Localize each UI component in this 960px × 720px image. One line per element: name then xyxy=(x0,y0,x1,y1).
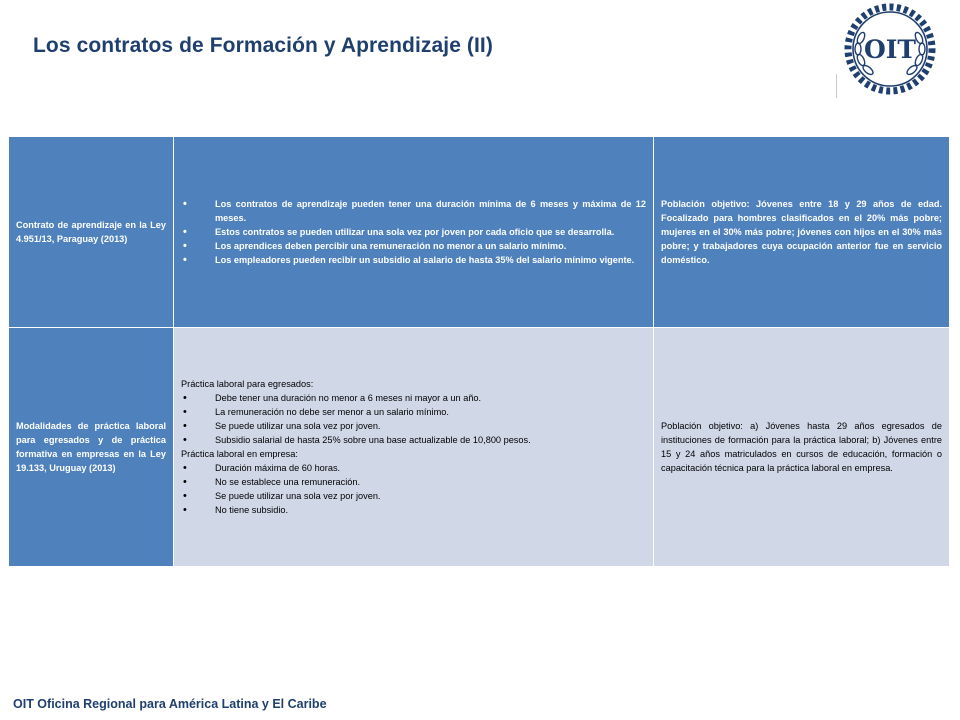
list-item: • Estos contratos se pueden utilizar una sola vez por joven por cada oficio que se desarrolla. xyxy=(181,225,646,239)
list-item: • No se establece una remuneración. xyxy=(181,475,646,489)
list-item: • Los aprendices deben percibir una remuneración no menor a un salario mínimo. xyxy=(181,239,646,253)
row-target: Población objetivo: Jóvenes entre 18 y 29 años de edad. Focalizado para hombres clasificados en el 20% más pobre; mujeres en el 30% más pobre; jóvenes con hijos en el 30% más pobre; y trabajadores cuya ocupación anterior fue en servicio doméstico. xyxy=(654,137,950,328)
section-heading: Práctica laboral para egresados: xyxy=(181,379,314,389)
list-item: • Los contratos de aprendizaje pueden tener una duración mínima de 6 meses y máxima de 12 meses. xyxy=(181,197,646,225)
section-heading: Práctica laboral en empresa: xyxy=(181,449,298,459)
table-row xyxy=(9,328,950,567)
row-details xyxy=(174,328,654,567)
list-item: • Subsidio salarial de hasta 25% sobre una base actualizable de 10,800 pesos. xyxy=(181,433,646,447)
row-target: Población objetivo: a) Jóvenes hasta 29 años egresados de instituciones de formación para la práctica laboral; b) Jóvenes entre 15 y 24 años matriculados en cursos de educación, formación o capacitación técnica para la práctica laboral en empresa. xyxy=(654,328,950,567)
details-list xyxy=(181,391,646,447)
row-title: Contrato de aprendizaje en la Ley 4.951/13, Paraguay (2013) xyxy=(9,137,174,328)
row-details xyxy=(174,137,654,328)
row-title: Modalidades de práctica laboral para egresados y de práctica formativa en empresas en la Ley 19.133, Uruguay (2013) xyxy=(9,328,174,567)
slide-title: Los contratos de Formación y Aprendizaje (II) xyxy=(33,34,493,57)
list-item: • No tiene subsidio. xyxy=(181,503,646,517)
list-item: • Se puede utilizar una sola vez por joven. xyxy=(181,489,646,503)
list-item: • La remuneración no debe ser menor a un salario mínimo. xyxy=(181,405,646,419)
table-row xyxy=(9,137,950,328)
list-item: • Debe tener una duración no menor a 6 meses ni mayor a un año. xyxy=(181,391,646,405)
footer-text: OIT Oficina Regional para América Latina y El Caribe xyxy=(13,697,327,711)
details-list xyxy=(181,197,646,267)
logo-divider xyxy=(836,74,837,98)
contracts-table xyxy=(8,136,950,567)
logo-text: OIT xyxy=(863,35,917,64)
list-item: • Duración máxima de 60 horas. xyxy=(181,461,646,475)
list-item: • Se puede utilizar una sola vez por joven. xyxy=(181,419,646,433)
list-item: • Los empleadores pueden recibir un subsidio al salario de hasta 35% del salario mínimo vigente. xyxy=(181,253,646,267)
details-list xyxy=(181,461,646,517)
ilo-logo xyxy=(834,2,946,96)
